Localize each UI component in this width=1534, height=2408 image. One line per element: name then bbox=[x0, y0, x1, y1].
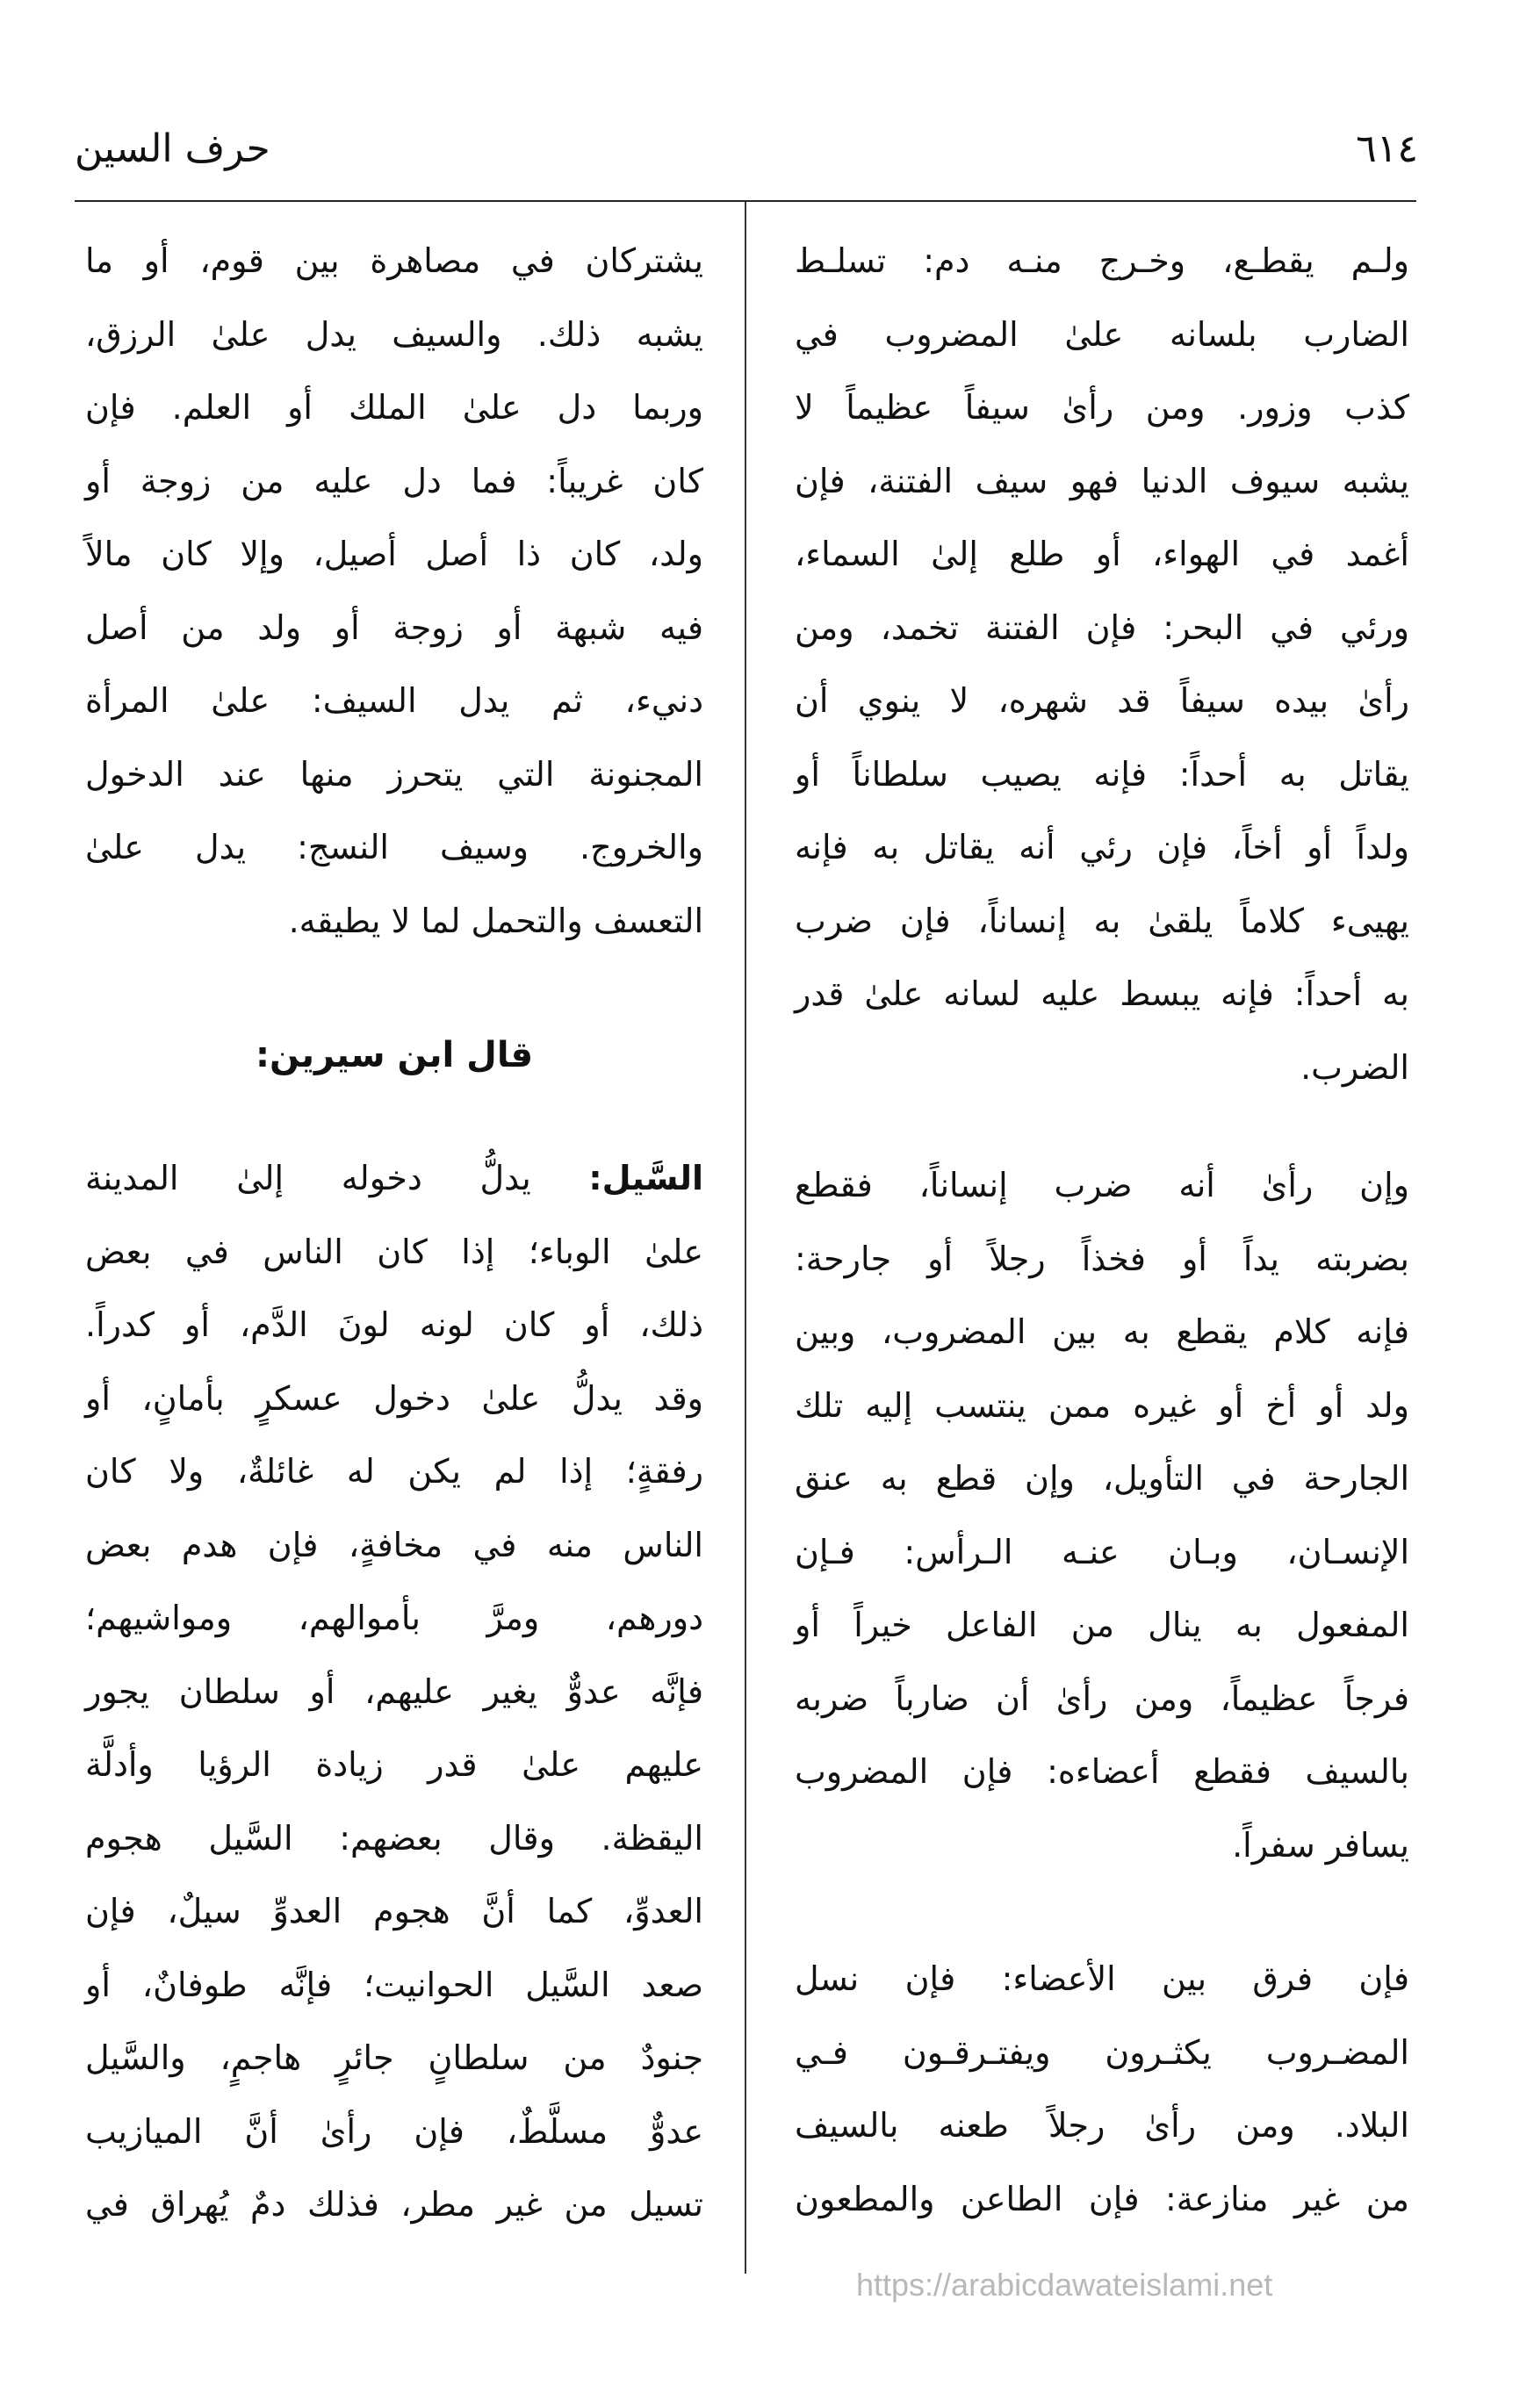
column-divider bbox=[745, 202, 746, 2274]
text-line: المضـروب يكثـرون ويفتـرقـون فـي bbox=[795, 2032, 1409, 2072]
text-line: دورهم، ومرَّ بأموالهم، ومواشيهم؛ bbox=[85, 1599, 703, 1637]
text-line: عدوٌّ مسلَّطٌ، فإن رأىٰ أنَّ الميازيب bbox=[85, 2111, 703, 2151]
text-line: عليهم علىٰ قدر زيادة الرؤيا وأدلَّة bbox=[85, 1745, 703, 1784]
text-line: والخروج. وسيف النسج: يدل علىٰ bbox=[85, 828, 703, 866]
text-line: دنيء، ثم يدل السيف: علىٰ المرأة bbox=[85, 681, 703, 720]
text-line: يهيىء كلاماً يلقىٰ به إنساناً، فإن ضرب bbox=[795, 901, 1409, 940]
text-line: الضرب. bbox=[1300, 1047, 1409, 1087]
text-line: كذب وزور. ومن رأىٰ سيفاً عظيماً لا bbox=[795, 388, 1409, 427]
text-line: الضارب بلسانه علىٰ المضروب في bbox=[795, 314, 1409, 354]
text-line: رفقةٍ؛ إذا لم يكن له غائلةٌ، ولا كان bbox=[85, 1452, 703, 1491]
text-line: رأىٰ بيده سيفاً قد شهره، لا ينوي أن bbox=[795, 681, 1409, 720]
text-line: يشبه سيوف الدنيا فهو سيف الفتنة، فإن bbox=[795, 461, 1409, 500]
text-line: المجنونة التي يتحرز منها عند الدخول bbox=[85, 754, 703, 794]
text-line: اليقظة. وقال بعضهم: السَّيل هجوم bbox=[85, 1818, 703, 1858]
text-line: ذلك، أو كان لونه لونَ الدَّم، أو كدراً. bbox=[85, 1305, 703, 1344]
text-line: أغمد في الهواء، أو طلع إلىٰ السماء، bbox=[795, 535, 1409, 573]
entry-term: السَّيل: bbox=[588, 1159, 703, 1197]
text-line: وقد يدلُّ علىٰ دخول عسكرٍ بأمانٍ، أو bbox=[85, 1378, 703, 1418]
chapter-title: حرف السين bbox=[75, 126, 270, 171]
text-line: به أحداً: فإنه يبسط عليه لسانه علىٰ قدر bbox=[795, 974, 1409, 1013]
text-line: ولداً أو أخاً، فإن رئي أنه يقاتل به فإنه bbox=[795, 828, 1409, 866]
section-heading: قال ابن سيرين: bbox=[255, 1035, 534, 1075]
text-line: بضربته يداً أو فخذاً رجلاً أو جارحة: bbox=[795, 1239, 1409, 1278]
text-line: بالسيف فقطع أعضاءه: فإن المضروب bbox=[795, 1752, 1409, 1791]
text-line: وإن رأىٰ أنه ضرب إنساناً، فقطع bbox=[795, 1166, 1409, 1204]
left-paragraph-1 bbox=[85, 225, 703, 958]
text-line: فإنَّه عدوٌّ يغير عليهم، أو سلطان يجور bbox=[85, 1671, 703, 1711]
text-line: العدوِّ، كما أنَّ هجوم العدوِّ سيلٌ، فإن bbox=[85, 1892, 703, 1930]
right-paragraph-3 bbox=[795, 1943, 1409, 2236]
text-line: فيه شبهة أو زوجة أو ولد من أصل bbox=[85, 607, 703, 647]
right-paragraph-2 bbox=[795, 1149, 1409, 1882]
text-line: يشتركان في مصاهرة بين قوم، أو ما bbox=[85, 241, 703, 280]
watermark-url: https://arabicdawateislami.net bbox=[856, 2267, 1273, 2303]
text-line: ولـم يقطـع، وخـرج منـه دم: تسلـط bbox=[795, 241, 1409, 280]
page-number: ٦١٤ bbox=[1356, 126, 1418, 171]
text-line: من غير منازعة: فإن الطاعن والمطعون bbox=[795, 2179, 1409, 2218]
right-paragraph-1 bbox=[795, 225, 1409, 1104]
text-line bbox=[85, 1142, 703, 1216]
text-line: الناس منه في مخافةٍ، فإن هدم بعض bbox=[85, 1525, 703, 1564]
text-line: ولد أو أخ أو غيره ممن ينتسب إليه تلك bbox=[795, 1385, 1409, 1425]
text-line: كان غريباً: فما دل عليه من زوجة أو bbox=[85, 461, 703, 500]
text-line: ورئي في البحر: فإن الفتنة تخمد، ومن bbox=[795, 607, 1409, 647]
text-line: علىٰ الوباء؛ إذا كان الناس في بعض bbox=[85, 1232, 703, 1271]
text-line: صعد السَّيل الحوانيت؛ فإنَّه طوفانٌ، أو bbox=[85, 1965, 703, 2004]
text-line-content: يدلُّ دخوله إلىٰ المدينة bbox=[85, 1159, 531, 1197]
text-line: فإن فرق بين الأعضاء: فإن نسل bbox=[795, 1959, 1409, 1998]
text-line: يشبه ذلك. والسيف يدل علىٰ الرزق، bbox=[85, 314, 703, 354]
text-line: التعسف والتحمل لما لا يطيقه. bbox=[288, 901, 703, 940]
left-paragraph-2 bbox=[85, 1142, 703, 2242]
text-line: فرجاً عظيماً، ومن رأىٰ أن ضارباً ضربه bbox=[795, 1678, 1409, 1718]
text-line: جنودٌ من سلطانٍ جائرٍ هاجمٍ، والسَّيل bbox=[85, 2038, 703, 2077]
text-line: فإنه كلام يقطع به بين المضروب، وبين bbox=[795, 1312, 1409, 1351]
text-line: ولد، كان ذا أصل أصيل، وإلا كان مالاً bbox=[85, 535, 703, 573]
text-line: الإنسـان، وبـان عنـه الـرأس: فـإن bbox=[795, 1532, 1409, 1571]
text-line: تسيل من غير مطر، فذلك دمٌ يُهراق في bbox=[85, 2185, 703, 2224]
text-line: يقاتل به أحداً: فإنه يصيب سلطاناً أو bbox=[795, 754, 1409, 794]
text-line: يسافر سفراً. bbox=[1232, 1825, 1409, 1865]
text-line: الجارحة في التأويل، وإن قطع به عنق bbox=[795, 1459, 1409, 1498]
text-line: وربما دل علىٰ الملك أو العلم. فإن bbox=[85, 388, 703, 427]
text-line: البلاد. ومن رأىٰ رجلاً طعنه بالسيف bbox=[795, 2106, 1409, 2145]
text-line: المفعول به ينال من الفاعل خيراً أو bbox=[795, 1606, 1409, 1644]
